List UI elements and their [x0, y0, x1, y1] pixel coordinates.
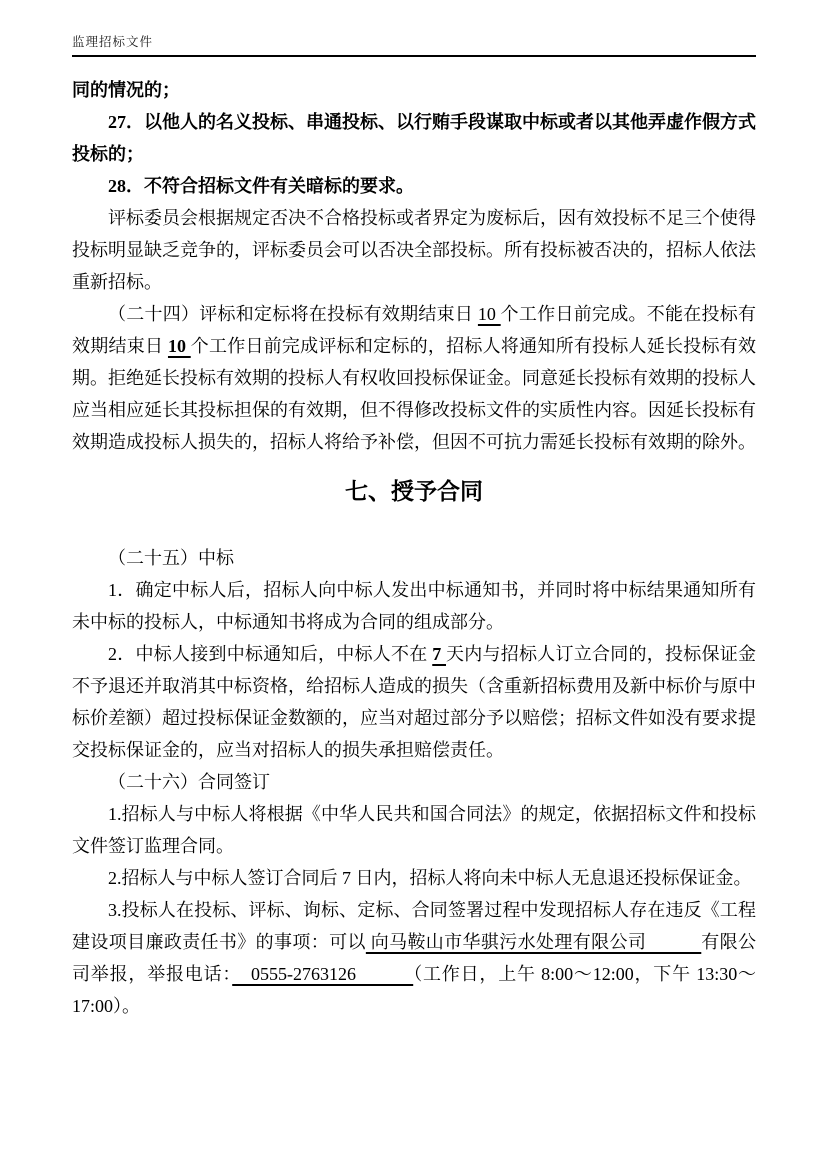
section-7-title: 七、授予合同 — [345, 479, 483, 504]
document-body — [72, 74, 756, 1022]
clause-26-item-3 — [72, 894, 756, 1022]
clause-24-run: （二十四）评标和定标将在投标有效期结束日 — [108, 304, 478, 324]
clause-24-paragraph — [72, 298, 756, 458]
page-header — [72, 34, 756, 57]
continuation-line: 同的情况的； — [72, 80, 180, 100]
clause-26-item-3-run: （工作日，上午 8:00～12:00，下午 13:30～17:00）。 — [72, 964, 756, 1016]
report-phone-underlined: 0555-2763126 — [232, 964, 414, 984]
contract-days-bold-underlined: 7 — [432, 644, 446, 664]
validity-days-bold-underlined: 10 — [167, 336, 191, 356]
clause-25-item-2-run: 天内与招标人订立合同的，投标保证金不予退还并取消其中标资格，给招标人造成的损失（含重新招标费用及新中标价与原中标价差额）超过投标保证金数额的，应当对超过部分予以赔偿；招标文件如没有要求提交投标保证金的，应当对招标人的损失承担赔偿责任。 — [72, 644, 756, 760]
clause-24-run: 个工作日前完成。不能在投标有效期结束日 — [72, 304, 757, 356]
clause-25-item-2-run: 2．中标人接到中标通知后，中标人不在 — [108, 644, 433, 664]
clause-24-run: 个工作日前完成评标和定标的，招标人将通知所有投标人延长投标有效期。拒绝延长投标有效期的投标人有权收回投标保证金。同意延长投标有效期的投标人应当相应延长其投标担保的有效期，但不得修改投标文件的实质性内容。因延长投标有效期造成投标人损失的，招标人将给予补偿，但因不可抗力需延长投标有效期的除外。 — [72, 336, 757, 452]
clause-25-item-1: 1．确定中标人后，招标人向中标人发出中标通知书，并同时将中标结果通知所有未中标的投标人，中标通知书将成为合同的组成部分。 — [72, 580, 756, 632]
clause-26-item-3-run: 3.投标人在投标、评标、询标、定标、合同签署过程中发现招标人存在违反《工程建设项目廉政责任书》的事项：可以 — [72, 900, 756, 952]
clause-26-item-2: 2.招标人与中标人签订合同后 7 日内，招标人将向未中标人无息退还投标保证金。 — [108, 868, 752, 888]
clause-26-heading: （二十六）合同签订 — [108, 772, 270, 792]
clause-25-item-2 — [72, 638, 756, 766]
clause-26-item-3-run: 有限公司举报，举报电话： — [72, 932, 757, 984]
item-28: 28．不符合招标文件有关暗标的要求。 — [108, 176, 414, 196]
report-company-underlined: 向马鞍山市华骐污水处理有限公司 — [365, 932, 702, 952]
clause-25-heading: （二十五）中标 — [108, 548, 234, 568]
page-header-title: 监理招标文件 — [72, 35, 154, 49]
clause-26-item-1: 1.招标人与中标人将根据《中华人民共和国合同法》的规定，依据招标文件和投标文件签订监理合同。 — [72, 804, 756, 856]
evaluation-paragraph: 评标委员会根据规定否决不合格投标或者界定为废标后，因有效投标不足三个使得投标明显缺乏竞争的，评标委员会可以否决全部投标。所有投标被否决的，招标人依法重新招标。 — [72, 208, 756, 292]
item-27: 27．以他人的名义投标、串通投标、以行贿手段谋取中标或者以其他弄虚作假方式投标的； — [72, 112, 756, 164]
validity-days-underlined: 10 — [477, 304, 501, 324]
